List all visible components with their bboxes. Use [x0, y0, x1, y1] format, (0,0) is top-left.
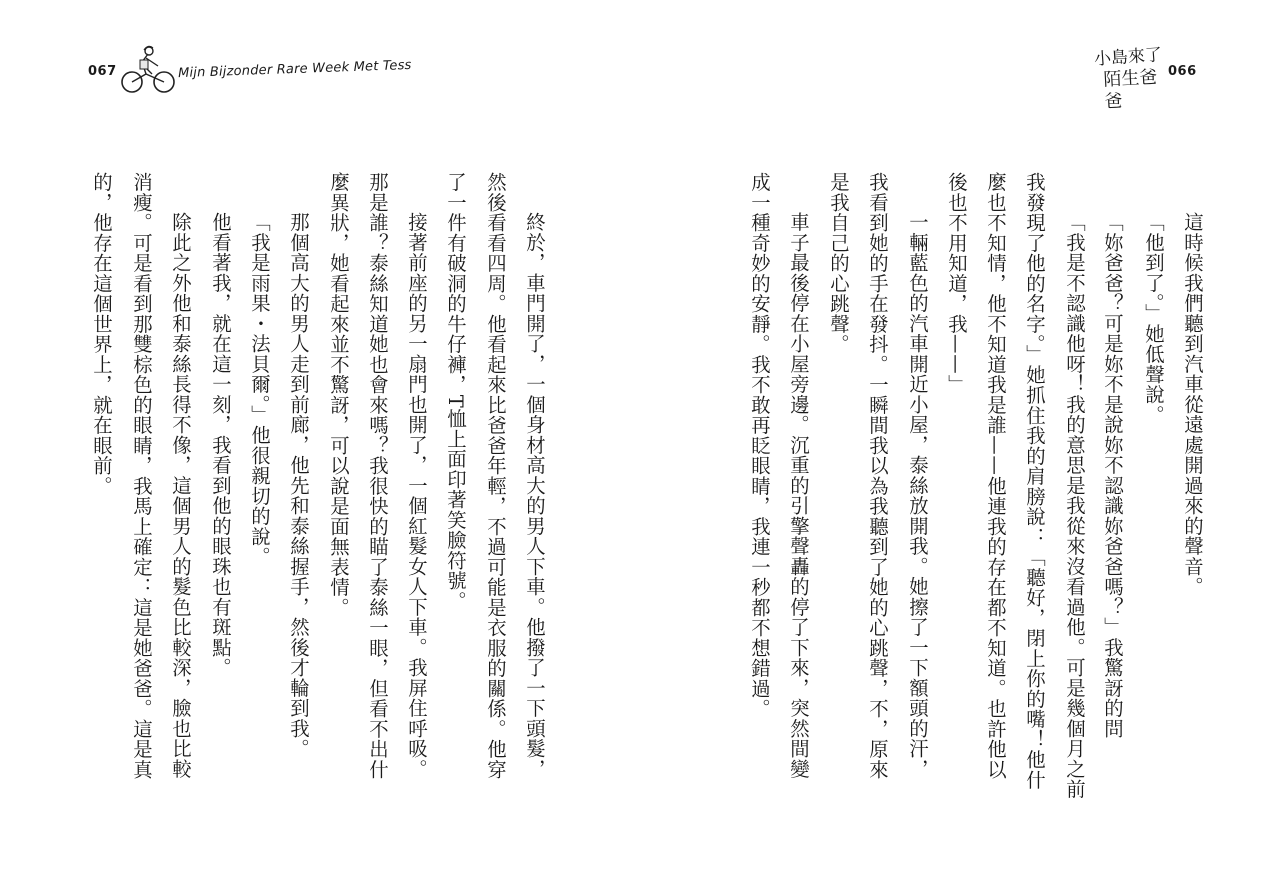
book-title-header: Mijn Bijzonder Rare Week Met Tess	[177, 57, 412, 82]
chapter-title-header	[1094, 46, 1174, 112]
text-column: 接著前座的另一扇門也開了，一個紅髮女人下車。我屏住呼吸。	[405, 212, 428, 779]
text-column: 後也不用知道，我——」	[945, 172, 968, 395]
text-column: 這時候我們聽到汽車從遠處開過來的聲音。	[1181, 212, 1204, 597]
page-number-right: 066	[1168, 64, 1197, 79]
text-column: 「我是不認識他呀！我的意思是我從來沒看過他。可是幾個月之前	[1063, 212, 1086, 800]
text-column: 他看著我，就在這一刻，我看到他的眼珠也有斑點。	[209, 212, 232, 678]
cyclist-icon	[118, 44, 180, 96]
text-column: 那個高大的男人走到前廊，他先和泰絲握手，然後才輪到我。	[287, 212, 310, 759]
text-column: 「妳爸爸？可是妳不是說妳不認識妳爸爸嗎？」我驚訝的問	[1101, 212, 1124, 739]
text-column: 那是誰？泰絲知道她也會來嗎？我很快的瞄了泰絲一眼，但看不出什	[366, 172, 389, 780]
text-column: 終於，車門開了，一個身材高大的男人下車。他撥了一下頭髮，	[523, 212, 546, 779]
text-column: 我發現了他的名字。」她抓住我的肩膀說：「聽好，閉上你的嘴！他什	[1023, 172, 1046, 791]
text-column: 然後看看四周。他看起來比爸爸年輕，不過可能是衣服的關係。他穿	[484, 172, 507, 780]
text-column: 消瘦。可是看到那雙棕色的眼睛，我馬上確定：這是她爸爸。這是真	[130, 172, 153, 780]
text-column: 「他到了。」她低聲說。	[1142, 212, 1165, 426]
page-number-left: 067	[88, 64, 117, 79]
text-column: 是我自己的心跳聲。	[827, 172, 850, 355]
text-column: 除此之外他和泰絲長得不像，這個男人的髮色比較深，臉也比較	[169, 212, 192, 779]
text-column: 車子最後停在小屋旁邊。沉重的引擎聲轟的停了下來，突然間變	[787, 212, 810, 779]
text-column: 的，他存在這個世界上，就在眼前。	[90, 172, 113, 496]
chapter-title-line-2: 陌生爸爸	[1102, 66, 1158, 113]
text-column: 麼異狀，她看起來並不驚訝，可以說是面無表情。	[327, 172, 350, 618]
text-column: 了一件有破洞的牛仔褲，T恤上面印著笑臉符號。	[444, 172, 467, 612]
text-column: 我看到她的手在發抖。一瞬間我以為我聽到了她的心跳聲，不，原來	[866, 172, 889, 780]
text-column: 一輛藍色的汽車開近小屋，泰絲放開我。她擦了一下額頭的汗，	[906, 212, 929, 779]
text-column: 「我是雨果・法貝爾。」他很親切的說。	[248, 212, 271, 567]
text-column: 成一種奇妙的安靜。我不敢再眨眼睛，我連一秒都不想錯過。	[748, 172, 771, 719]
chapter-title-line-1: 小島來了	[1093, 45, 1163, 70]
text-column: 麼也不知情，他不知道我是誰——他連我的存在都不知道。也許他以	[984, 172, 1007, 780]
